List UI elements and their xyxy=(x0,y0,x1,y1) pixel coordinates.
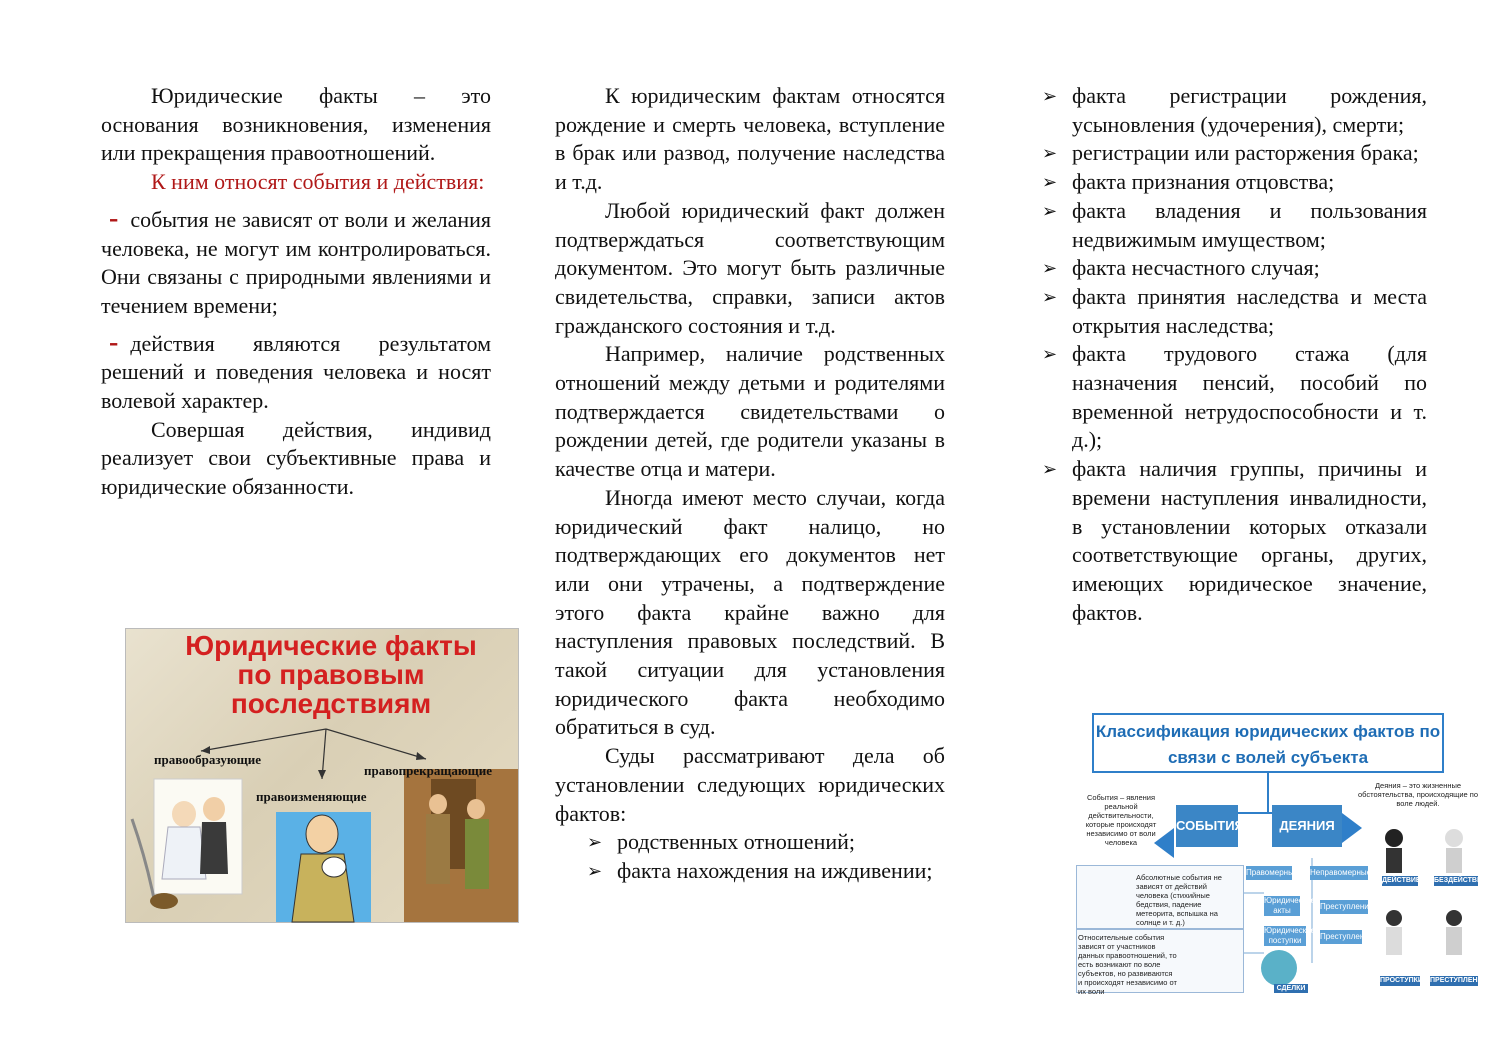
paragraph-court-cases-intro: Суды рассматривают дела об установлении следующих юридических фактов: xyxy=(555,743,945,826)
events-definition: События – явления реальной действительности, которые происходят независимо от воли человека xyxy=(1085,793,1157,847)
arrow-bullet-icon: ➢ xyxy=(1042,172,1058,193)
list-item xyxy=(1040,283,1427,340)
relative-events-text: Относительные события зависят от участников данных правоотношений, то есть возникают по воле субъектов, но развиваются и происходят независимо от их воли xyxy=(1078,933,1177,996)
arrow-bullet-icon: ➢ xyxy=(1042,258,1058,279)
paragraph-examples: К юридическим фактам относятся рождение и смерть человека, вступление в брак или развод, получение наследства и т.д. xyxy=(555,83,945,195)
list-item-text: факта трудового стажа (для назначения пенсий, пособий по временной нетрудоспособности и т. д.); xyxy=(1072,341,1427,453)
offences-caption: ПРОСТУПКИ xyxy=(1380,977,1423,984)
list-item-text: факта несчастного случая; xyxy=(1072,255,1320,281)
diagram-title-line2: связи с волей субъекта xyxy=(1167,748,1369,767)
absolute-events-text: Абсолютные события не зависят от действий человека (стихийные бедствия, падение метеорита, вспышка на солнце и т. д.) xyxy=(1136,873,1222,927)
list-item xyxy=(585,828,945,857)
dash-marker: - xyxy=(109,326,119,358)
arrow-bullet-icon: ➢ xyxy=(1042,459,1058,480)
action-caption: ДЕЙСТВИЕ xyxy=(1382,877,1421,884)
arrow-bullet-icon: ➢ xyxy=(1042,344,1058,365)
legal-acts-box: Юридические акты xyxy=(1264,896,1316,915)
inaction-caption: БЕЗДЕЙСТВИЕ xyxy=(1434,877,1487,884)
events-box: СОБЫТИЯ xyxy=(1176,805,1238,847)
list-item-text: факта наличия группы, причины и времени наступления инвалидности, в установлении которых отказали соответствующие органы, других, имеющих юридическое значение, фактов. xyxy=(1072,456,1427,625)
illustration-title-line1: Юридические факты xyxy=(185,630,477,661)
paragraph-example-kinship: Например, наличие родственных отношений между детьми и родителями подтверждается свидетельствами о рождении детей, где родители указаны в качестве отца и матери. xyxy=(555,341,945,482)
label-terminating: правопрекращающие xyxy=(364,763,493,778)
list-item-text: регистрации или расторжения брака; xyxy=(1072,140,1419,166)
unlawful-box: Неправомерные xyxy=(1310,866,1368,880)
arrow-bullet-icon: ➢ xyxy=(1042,286,1058,307)
paragraph-rights: Совершая действия, индивид реализует свои субъективные права и юридические обязанности. xyxy=(101,416,491,500)
court-facts-list-part2 xyxy=(1040,82,1427,627)
arrow-bullet-icon: ➢ xyxy=(1042,200,1058,221)
diagram-title xyxy=(1092,713,1444,773)
illustration-title-line2: по правовым xyxy=(237,659,425,690)
deeds-definition: Деяния – это жизненные обстоятельства, происходящие по воле людей. xyxy=(1358,781,1478,808)
deeds-box: ДЕЯНИЯ xyxy=(1272,805,1342,847)
list-item-text: родственных отношений; xyxy=(617,829,856,855)
paragraph-types-intro: К ним относят события и действия: xyxy=(151,169,485,195)
lawful-box: Правомерные xyxy=(1246,866,1292,880)
list-item-text: факта регистрации рождения, усыновления (удочерения), смерти; xyxy=(1072,83,1427,137)
legal-facts-consequences-illustration xyxy=(125,628,519,923)
column-middle xyxy=(555,82,945,886)
actions-text: действия являются результатом решений и поведения человека и носят волевой характер. xyxy=(101,330,491,414)
illustration-title xyxy=(146,631,516,718)
paragraph-actions xyxy=(101,326,491,416)
label-creating: правообразующие xyxy=(154,752,262,767)
list-item xyxy=(1040,254,1427,283)
paragraph-documents: Любой юридический факт должен подтверждаться соответствующим документом. Это могут быть различные свидетельства, справки, записи актов гражданского состояния и т.д. xyxy=(555,197,945,338)
list-item xyxy=(1040,340,1427,455)
list-item xyxy=(1040,455,1427,627)
list-item xyxy=(1040,197,1427,254)
arrow-bullet-icon: ➢ xyxy=(587,860,603,881)
classification-diagram xyxy=(1074,713,1488,996)
diagram-title-line1: Классификация юридических фактов по xyxy=(1095,722,1441,741)
crimes-caption: ПРЕСТУПЛЕНИЯ xyxy=(1430,977,1488,984)
list-item-text: факта признания отцовства; xyxy=(1072,169,1335,195)
illustration-title-line3: последствиям xyxy=(230,688,432,719)
deals-caption: СДЕЛКИ xyxy=(1274,984,1308,993)
paragraph-definition: Юридические факты – это основания возникновения, изменения или прекращения правоотношений. xyxy=(101,83,491,166)
events-text: события не зависят от воли и желания человека, не могут им контролироваться. Они связаны с природными явлениями и течением времени; xyxy=(101,206,491,318)
arrow-bullet-icon: ➢ xyxy=(1042,86,1058,106)
list-item xyxy=(585,857,945,886)
list-item xyxy=(1040,139,1427,168)
label-changing: правоизменяющие xyxy=(256,789,367,804)
legal-deeds-box: Юридические поступки xyxy=(1264,926,1316,945)
arrow-bullet-icon: ➢ xyxy=(587,832,603,853)
dash-marker: - xyxy=(109,202,119,234)
offences-small-box: Преступления xyxy=(1320,930,1362,944)
arrow-bullet-icon: ➢ xyxy=(1042,143,1058,164)
column-right xyxy=(1040,82,1427,627)
paragraph-court: Иногда имеют место случаи, когда юридический факт налицо, но подтверждающих его документов нет или они утрачены, а подтверждение этого факта крайне важно для наступления правовых последствий. В такой ситуации для установления юридического факта необходимо обратиться в суд. xyxy=(555,484,945,740)
paragraph-events xyxy=(101,202,491,321)
column-left xyxy=(101,82,491,502)
court-facts-list-part1 xyxy=(585,828,945,885)
crimes-box: Преступления xyxy=(1320,900,1368,914)
list-item-text: факта принятия наследства и места открытия наследства; xyxy=(1072,283,1427,338)
list-item xyxy=(1040,82,1427,139)
list-item-text: факта владения и пользования недвижимым имуществом; xyxy=(1072,197,1427,252)
list-item-text: факта нахождения на иждивении; xyxy=(617,857,933,883)
list-item xyxy=(1040,168,1427,197)
